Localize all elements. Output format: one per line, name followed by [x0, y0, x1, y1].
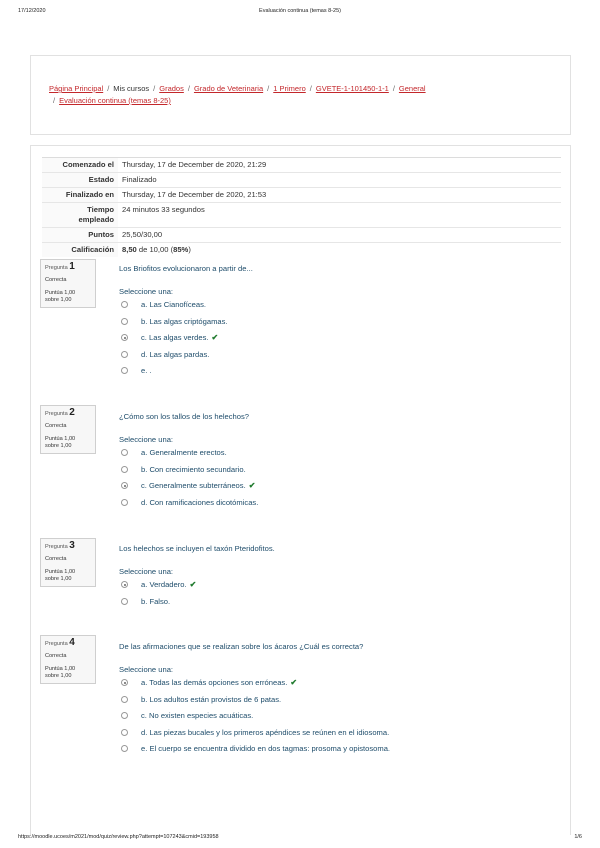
question-grade — [45, 569, 91, 583]
question-score-line1: Puntúa 1,00 — [45, 436, 76, 442]
breadcrumb-general-link[interactable]: General — [398, 84, 426, 93]
question-content-2 — [119, 412, 550, 514]
answer-option-label: d. Con ramificaciones dicotómicas. — [141, 497, 259, 507]
question-label: Pregunta — [45, 265, 68, 271]
summary-row-time — [42, 203, 561, 228]
question-text: Los helechos se incluyen el taxón Pteridofitos. — [119, 544, 275, 553]
grade-of: de 10,00 ( — [138, 245, 174, 254]
question-score-line1: Puntúa 1,00 — [45, 290, 76, 296]
question-number-value: 1 — [69, 261, 75, 272]
breadcrumb-home-link[interactable]: Página Principal — [49, 84, 104, 93]
radio-button[interactable] — [121, 499, 128, 506]
answer-option[interactable] — [119, 711, 550, 728]
started-value: Thursday, 17 de December de 2020, 21:29 — [118, 158, 561, 173]
answer-option[interactable] — [119, 695, 550, 712]
correct-check-icon: ✔ — [189, 580, 197, 589]
radio-button[interactable] — [121, 466, 128, 473]
question-number — [45, 639, 91, 648]
answer-option[interactable] — [119, 597, 550, 614]
answer-option[interactable] — [119, 317, 550, 334]
breadcrumb-course-link[interactable]: GVETE-1-101450-1-1 — [315, 84, 389, 93]
answer-option[interactable] — [119, 744, 550, 761]
answer-option[interactable] — [119, 481, 550, 498]
answer-option-label: e. El cuerpo se encuentra dividido en dos tagmas: prosoma y opistosoma. — [141, 744, 391, 753]
answer-option-label: d. Las piezas bucales y los primeros apéndices se reúnen en el idiosoma. — [141, 727, 390, 737]
question-info-3 — [40, 538, 96, 587]
points-label: Puntos — [42, 228, 118, 243]
answer-options — [119, 678, 550, 761]
radio-button[interactable] — [121, 482, 128, 489]
answer-option[interactable] — [119, 678, 550, 695]
question-state: Correcta — [45, 556, 67, 562]
grade-label: Calificación — [42, 243, 118, 258]
quiz-review-card — [30, 145, 571, 835]
answer-options — [119, 448, 550, 514]
question-score-line1: Puntúa 1,00 — [45, 666, 76, 672]
question-info-2 — [40, 405, 96, 454]
answer-option-label: b. Falso. — [141, 596, 171, 606]
question-number — [45, 542, 91, 551]
radio-button[interactable] — [121, 351, 128, 358]
question-content-4 — [119, 642, 550, 761]
question-score-line2: sobre 1,00 — [45, 576, 72, 582]
print-date: 17/12/2020 — [18, 8, 46, 14]
points-value: 25,50/30,00 — [118, 228, 561, 243]
answer-option[interactable] — [119, 498, 550, 515]
breadcrumb-card — [30, 55, 571, 135]
breadcrumb-my-courses: Mis cursos — [113, 84, 150, 93]
print-url: https://moodle.ucoes/m2021/mod/quiz/review.php?attempt=107243&cmid=193958 — [18, 834, 219, 840]
breadcrumb-quiz-link[interactable]: Evaluación continua (temas 8-25) — [59, 96, 171, 105]
print-header — [18, 8, 582, 20]
correct-check-icon: ✔ — [290, 678, 298, 687]
question-label: Pregunta — [45, 544, 68, 550]
radio-button[interactable] — [121, 581, 128, 588]
time-label — [42, 203, 118, 228]
started-label: Comenzado el — [42, 158, 118, 173]
answer-option-label: b. Los adultos están provistos de 6 patas. — [141, 694, 282, 704]
answer-option[interactable] — [119, 580, 550, 597]
question-number-value: 4 — [69, 637, 75, 648]
radio-button[interactable] — [121, 696, 128, 703]
grade-score: 8,50 — [122, 245, 137, 254]
summary-row-state — [42, 173, 561, 188]
answer-option-label: b. Las algas criptógamas. — [141, 316, 228, 326]
answer-option[interactable] — [119, 333, 550, 350]
attempt-summary-table — [42, 157, 561, 257]
radio-button[interactable] — [121, 367, 128, 374]
breadcrumb-grados-link[interactable]: Grados — [159, 84, 184, 93]
answer-option-label: e. . — [141, 366, 152, 375]
answer-option[interactable] — [119, 465, 550, 482]
answer-option-label: a. Generalmente erectos. — [141, 448, 227, 457]
question-content-3 — [119, 544, 550, 613]
breadcrumb-grado-vet-link[interactable]: Grado de Veterinaria — [193, 84, 264, 93]
answer-options — [119, 580, 550, 613]
answer-option-label: c. No existen especies acuáticas. — [141, 711, 254, 720]
answer-prompt: Seleccione una: — [119, 435, 174, 444]
time-label-line2: empleado — [78, 215, 114, 224]
question-state: Correcta — [45, 423, 67, 429]
answer-option-label: a. Las Cianofíceas. — [141, 300, 207, 309]
question-state: Correcta — [45, 653, 67, 659]
question-state: Correcta — [45, 277, 67, 283]
question-info-1 — [40, 259, 96, 308]
question-grade — [45, 290, 91, 304]
summary-row-grade — [42, 243, 561, 258]
question-score-line2: sobre 1,00 — [45, 673, 72, 679]
state-label: Estado — [42, 173, 118, 188]
question-number-value: 3 — [69, 540, 75, 551]
answer-option[interactable] — [119, 366, 550, 383]
question-number — [45, 409, 91, 418]
answer-option-label: d. Las algas pardas. — [141, 349, 210, 359]
finished-label: Finalizado en — [42, 188, 118, 203]
correct-check-icon: ✔ — [248, 481, 256, 490]
correct-check-icon: ✔ — [211, 333, 219, 342]
question-info-4 — [40, 635, 96, 684]
answer-option[interactable] — [119, 728, 550, 745]
print-title: Evaluación continua (temas 8-25) — [259, 8, 341, 14]
radio-button[interactable] — [121, 318, 128, 325]
grade-value — [118, 243, 561, 258]
question-text: Los Briofitos evolucionaron a partir de... — [119, 264, 253, 273]
answer-options — [119, 300, 550, 383]
grade-percent: 85% — [173, 245, 189, 254]
answer-option[interactable] — [119, 300, 550, 317]
answer-option[interactable] — [119, 448, 550, 465]
answer-prompt: Seleccione una: — [119, 567, 174, 576]
radio-button[interactable] — [121, 334, 128, 341]
question-score-line2: sobre 1,00 — [45, 297, 72, 303]
answer-prompt: Seleccione una: — [119, 665, 174, 674]
question-number-value: 2 — [69, 407, 75, 418]
radio-button[interactable] — [121, 598, 128, 605]
time-label-line1: Tiempo — [87, 205, 114, 214]
radio-button[interactable] — [121, 745, 128, 752]
answer-prompt: Seleccione una: — [119, 287, 174, 296]
question-score-line1: Puntúa 1,00 — [45, 569, 76, 575]
summary-row-started — [42, 158, 561, 173]
answer-option-label: a. Verdadero. — [141, 580, 187, 589]
question-label: Pregunta — [45, 641, 68, 647]
state-value: Finalizado — [118, 173, 561, 188]
summary-row-finished — [42, 188, 561, 203]
question-score-line2: sobre 1,00 — [45, 443, 72, 449]
radio-button[interactable] — [121, 729, 128, 736]
radio-button[interactable] — [121, 712, 128, 719]
radio-button[interactable] — [121, 449, 128, 456]
breadcrumb: Página Principal / Mis cursos / Grados / Grado de Veterinaria / 1 Primero / GVETE-1-101450-1-1 / General / Evaluación continua (temas 8-25) — [49, 84, 426, 105]
time-value: 24 minutos 33 segundos — [118, 203, 561, 228]
breadcrumb-primero-link[interactable]: 1 Primero — [273, 84, 306, 93]
print-page-number: 1/6 — [574, 834, 582, 840]
radio-button[interactable] — [121, 301, 128, 308]
grade-close: ) — [188, 245, 191, 254]
answer-option-label: c. Generalmente subterráneos. — [141, 481, 246, 490]
question-grade — [45, 666, 91, 680]
question-text: ¿Cómo son los tallos de los helechos? — [119, 412, 250, 421]
answer-option-label: b. Con crecimiento secundario. — [141, 464, 246, 474]
answer-option-label: a. Todas las demás opciones son erróneas. — [141, 678, 288, 687]
question-text: De las afirmaciones que se realizan sobre los ácaros ¿Cuál es correcta? — [119, 642, 364, 651]
answer-option-label: c. Las algas verdes. — [141, 333, 209, 342]
summary-row-points — [42, 228, 561, 243]
finished-value: Thursday, 17 de December de 2020, 21:53 — [118, 188, 561, 203]
question-number — [45, 263, 91, 272]
question-content-1 — [119, 264, 550, 383]
answer-option[interactable] — [119, 350, 550, 367]
question-grade — [45, 436, 91, 450]
question-label: Pregunta — [45, 411, 68, 417]
radio-button[interactable] — [121, 679, 128, 686]
